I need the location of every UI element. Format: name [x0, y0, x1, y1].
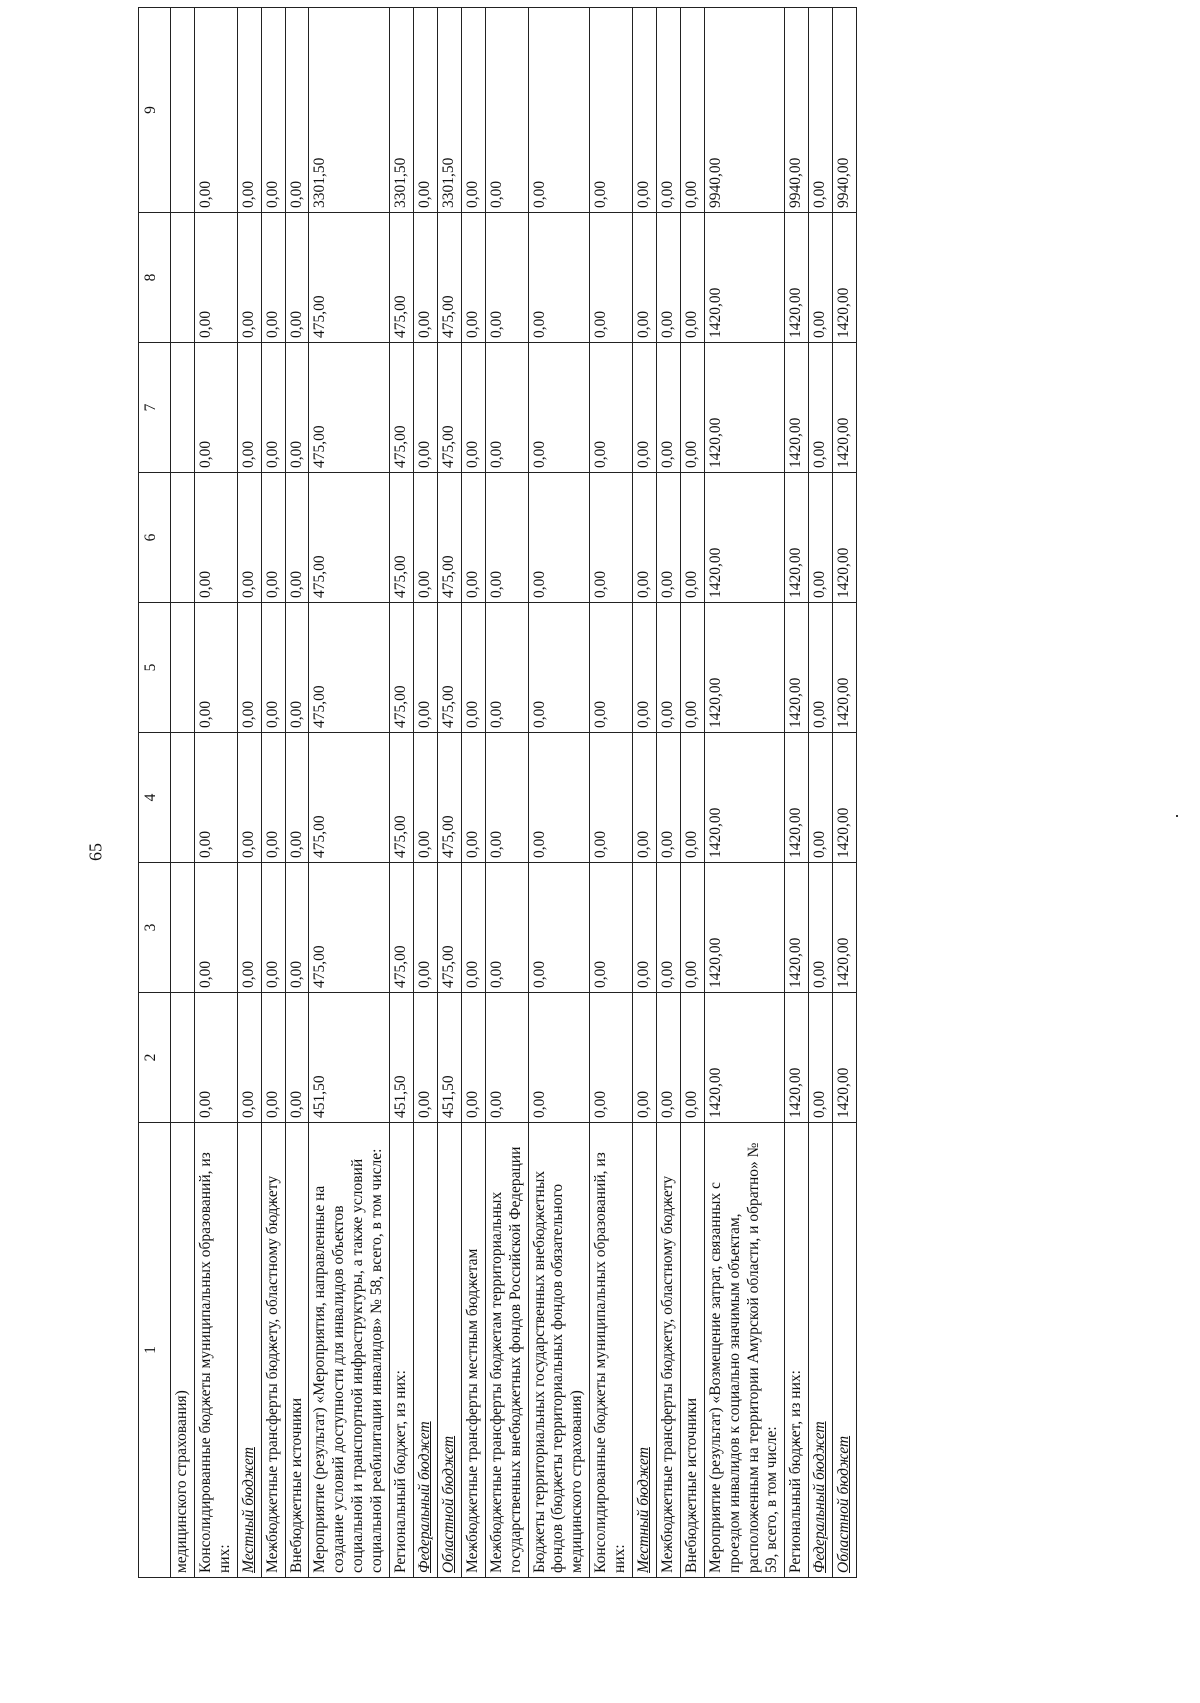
value-cell: 1420,00	[704, 343, 785, 473]
value-cell: 0,00	[413, 343, 437, 473]
value-cell: 0,00	[413, 473, 437, 603]
value-cell: 0,00	[680, 993, 704, 1123]
value-cell	[171, 863, 195, 993]
value-cell: 475,00	[437, 603, 461, 733]
value-cell: 0,00	[285, 473, 309, 603]
value-cell: 0,00	[680, 213, 704, 343]
value-cell: 0,00	[485, 473, 528, 603]
value-cell: 1420,00	[833, 863, 857, 993]
value-cell: 0,00	[656, 343, 680, 473]
value-cell: 0,00	[261, 473, 285, 603]
table-row	[809, 8, 833, 1578]
row-label: Бюджеты территориальных государственных внебюджетных фондов (бюджеты территориальных фондов обязательного медицинского страхования)	[528, 1123, 590, 1578]
value-cell: 0,00	[633, 213, 657, 343]
value-cell: 451,50	[390, 993, 414, 1123]
value-cell: 0,00	[656, 733, 680, 863]
table-row	[413, 8, 437, 1578]
value-cell: 3301,50	[437, 8, 461, 213]
value-cell: 0,00	[261, 343, 285, 473]
value-cell: 0,00	[485, 8, 528, 213]
value-cell: 1420,00	[785, 733, 809, 863]
value-cell: 1420,00	[833, 733, 857, 863]
value-cell: 475,00	[309, 863, 390, 993]
value-cell: 475,00	[390, 343, 414, 473]
value-cell: 1420,00	[704, 733, 785, 863]
table-row	[680, 8, 704, 1578]
value-cell: 0,00	[194, 473, 237, 603]
value-cell: 1420,00	[785, 863, 809, 993]
column-number-header: 3	[139, 863, 171, 993]
value-cell: 0,00	[485, 213, 528, 343]
value-cell: 0,00	[194, 603, 237, 733]
rotated-table-container	[138, 8, 1068, 1578]
column-number-header: 8	[139, 213, 171, 343]
value-cell: 9940,00	[704, 8, 785, 213]
value-cell: 1420,00	[785, 213, 809, 343]
value-cell: 0,00	[461, 993, 485, 1123]
value-cell: 475,00	[390, 473, 414, 603]
value-cell: 475,00	[437, 473, 461, 603]
value-cell: 0,00	[528, 733, 590, 863]
value-cell: 1420,00	[833, 473, 857, 603]
value-cell: 0,00	[194, 863, 237, 993]
value-cell: 475,00	[309, 603, 390, 733]
value-cell: 0,00	[528, 603, 590, 733]
value-cell: 0,00	[261, 733, 285, 863]
value-cell: 0,00	[461, 863, 485, 993]
value-cell: 0,00	[590, 863, 633, 993]
value-cell: 1420,00	[704, 473, 785, 603]
table-row	[704, 8, 785, 1578]
row-label: Консолидированные бюджеты муниципальных образований, из них:	[590, 1123, 633, 1578]
row-label: Региональный бюджет, из них:	[390, 1123, 414, 1578]
value-cell: 1420,00	[785, 993, 809, 1123]
value-cell: 0,00	[461, 8, 485, 213]
value-cell: 0,00	[485, 733, 528, 863]
row-label: Местный бюджет	[633, 1123, 657, 1578]
value-cell: 0,00	[656, 473, 680, 603]
value-cell: 0,00	[656, 603, 680, 733]
value-cell: 475,00	[309, 733, 390, 863]
value-cell: 0,00	[656, 863, 680, 993]
table-row	[390, 8, 414, 1578]
value-cell: 0,00	[680, 8, 704, 213]
value-cell: 9940,00	[785, 8, 809, 213]
value-cell: 0,00	[590, 343, 633, 473]
value-cell	[171, 213, 195, 343]
column-number-header: 1	[139, 1123, 171, 1578]
value-cell: 0,00	[237, 863, 261, 993]
row-label: медицинского страхования)	[171, 1123, 195, 1578]
table-row	[437, 8, 461, 1578]
value-cell: 0,00	[285, 343, 309, 473]
value-cell: 475,00	[390, 863, 414, 993]
value-cell: 0,00	[809, 603, 833, 733]
value-cell: 0,00	[237, 993, 261, 1123]
value-cell: 0,00	[590, 603, 633, 733]
value-cell: 0,00	[528, 213, 590, 343]
value-cell: 0,00	[633, 8, 657, 213]
table-row	[485, 8, 528, 1578]
column-number-header: 4	[139, 733, 171, 863]
value-cell: 3301,50	[309, 8, 390, 213]
value-cell: 0,00	[461, 733, 485, 863]
value-cell: 0,00	[680, 733, 704, 863]
value-cell: 0,00	[237, 733, 261, 863]
table-row	[237, 8, 261, 1578]
value-cell: 0,00	[413, 603, 437, 733]
value-cell	[171, 473, 195, 603]
row-label: Областной бюджет	[437, 1123, 461, 1578]
value-cell: 475,00	[437, 733, 461, 863]
value-cell: 0,00	[590, 993, 633, 1123]
table-row	[633, 8, 657, 1578]
value-cell: 0,00	[237, 8, 261, 213]
row-label: Областной бюджет	[833, 1123, 857, 1578]
value-cell: 0,00	[809, 733, 833, 863]
value-cell: 475,00	[309, 473, 390, 603]
value-cell: 0,00	[194, 343, 237, 473]
value-cell: 0,00	[809, 343, 833, 473]
value-cell: 0,00	[680, 603, 704, 733]
value-cell	[171, 733, 195, 863]
value-cell: 0,00	[809, 473, 833, 603]
column-number-header: 6	[139, 473, 171, 603]
value-cell	[171, 343, 195, 473]
value-cell: 0,00	[528, 863, 590, 993]
value-cell: 0,00	[237, 603, 261, 733]
value-cell: 0,00	[285, 8, 309, 213]
row-label: Региональный бюджет, из них:	[785, 1123, 809, 1578]
value-cell: 451,50	[309, 993, 390, 1123]
value-cell: 475,00	[309, 213, 390, 343]
value-cell: 0,00	[633, 343, 657, 473]
value-cell: 0,00	[680, 863, 704, 993]
page-number: 65	[85, 843, 106, 861]
column-number-header: 7	[139, 343, 171, 473]
value-cell: 0,00	[194, 993, 237, 1123]
value-cell: 0,00	[413, 733, 437, 863]
table-row	[590, 8, 633, 1578]
table-row	[528, 8, 590, 1578]
value-cell: 0,00	[809, 213, 833, 343]
value-cell: 0,00	[633, 473, 657, 603]
value-cell: 475,00	[437, 343, 461, 473]
value-cell: 1420,00	[833, 603, 857, 733]
table-row	[461, 8, 485, 1578]
row-label: Межбюджетные трансферты местным бюджетам	[461, 1123, 485, 1578]
table-row	[309, 8, 390, 1578]
value-cell: 0,00	[261, 8, 285, 213]
value-cell: 0,00	[413, 213, 437, 343]
row-label: Федеральный бюджет	[809, 1123, 833, 1578]
value-cell: 0,00	[528, 473, 590, 603]
value-cell: 0,00	[413, 8, 437, 213]
budget-table	[138, 7, 857, 1578]
value-cell: 0,00	[633, 733, 657, 863]
value-cell: 1420,00	[704, 863, 785, 993]
value-cell: 1420,00	[785, 473, 809, 603]
value-cell: 0,00	[413, 863, 437, 993]
value-cell: 0,00	[590, 213, 633, 343]
value-cell: 0,00	[809, 993, 833, 1123]
value-cell: 0,00	[285, 863, 309, 993]
row-label: Местный бюджет	[237, 1123, 261, 1578]
value-cell: 0,00	[461, 213, 485, 343]
column-number-row	[139, 8, 171, 1578]
value-cell: 0,00	[237, 343, 261, 473]
value-cell: 0,00	[528, 8, 590, 213]
value-cell	[171, 993, 195, 1123]
value-cell: 0,00	[633, 863, 657, 993]
value-cell: 0,00	[285, 603, 309, 733]
value-cell: 1420,00	[833, 343, 857, 473]
value-cell: 0,00	[194, 8, 237, 213]
value-cell: 0,00	[194, 213, 237, 343]
row-label: Внебюджетные источники	[285, 1123, 309, 1578]
value-cell: 0,00	[461, 603, 485, 733]
value-cell: 0,00	[461, 343, 485, 473]
value-cell: 0,00	[809, 863, 833, 993]
table-row	[285, 8, 309, 1578]
value-cell: 1420,00	[704, 213, 785, 343]
value-cell: 475,00	[437, 213, 461, 343]
row-label: Внебюджетные источники	[680, 1123, 704, 1578]
value-cell: 0,00	[680, 343, 704, 473]
row-label: Мероприятие (результат) «Возмещение затрат, связанных с проездом инвалидов к социально значимым объектам, расположенным на территории Амурской области, и обратно» № 59, всего, в том числе:	[704, 1123, 785, 1578]
value-cell: 0,00	[413, 993, 437, 1123]
value-cell: 0,00	[633, 993, 657, 1123]
table-row	[171, 8, 195, 1578]
row-label: Межбюджетные трансферты бюджетам территориальных государственных внебюджетных фондов Российской Федерации	[485, 1123, 528, 1578]
table-row	[194, 8, 237, 1578]
table-row	[261, 8, 285, 1578]
value-cell: 0,00	[809, 8, 833, 213]
value-cell: 475,00	[390, 213, 414, 343]
value-cell: 0,00	[261, 863, 285, 993]
value-cell	[171, 603, 195, 733]
value-cell: 0,00	[285, 993, 309, 1123]
value-cell: 1420,00	[833, 993, 857, 1123]
value-cell: 475,00	[390, 603, 414, 733]
value-cell: 0,00	[590, 473, 633, 603]
value-cell: 0,00	[528, 993, 590, 1123]
value-cell: 0,00	[656, 8, 680, 213]
value-cell: 0,00	[261, 213, 285, 343]
column-number-header: 9	[139, 8, 171, 213]
value-cell: 0,00	[590, 733, 633, 863]
value-cell: 0,00	[485, 993, 528, 1123]
table-row	[656, 8, 680, 1578]
row-label: Консолидированные бюджеты муниципальных образований, из них:	[194, 1123, 237, 1578]
value-cell: 0,00	[633, 603, 657, 733]
value-cell: 1420,00	[704, 603, 785, 733]
value-cell: 451,50	[437, 993, 461, 1123]
value-cell: 0,00	[461, 473, 485, 603]
value-cell: 0,00	[237, 473, 261, 603]
row-label: Мероприятие (результат) «Мероприятия, направленные на создание условий доступности для инвалидов объектов социальной и транспортной инфраструктуры, а также условий социальной реабилитации инвалидов» № 58, всего, в том числе:	[309, 1123, 390, 1578]
value-cell: 475,00	[437, 863, 461, 993]
value-cell: 1420,00	[785, 603, 809, 733]
value-cell	[171, 8, 195, 213]
value-cell: 0,00	[528, 343, 590, 473]
value-cell: 1420,00	[785, 343, 809, 473]
value-cell: 0,00	[261, 603, 285, 733]
value-cell: 0,00	[590, 8, 633, 213]
row-label: Межбюджетные трансферты бюджету, областному бюджету	[261, 1123, 285, 1578]
value-cell: 1420,00	[704, 993, 785, 1123]
value-cell: 0,00	[485, 343, 528, 473]
column-number-header: 5	[139, 603, 171, 733]
value-cell: 0,00	[285, 733, 309, 863]
value-cell: 0,00	[656, 993, 680, 1123]
value-cell: 475,00	[309, 343, 390, 473]
value-cell: 0,00	[485, 603, 528, 733]
value-cell: 475,00	[390, 733, 414, 863]
table-body	[139, 8, 857, 1578]
value-cell: 0,00	[237, 213, 261, 343]
value-cell: 0,00	[680, 473, 704, 603]
value-cell: 1420,00	[833, 213, 857, 343]
value-cell: 3301,50	[390, 8, 414, 213]
row-label: Межбюджетные трансферты бюджету, областному бюджету	[656, 1123, 680, 1578]
value-cell: 0,00	[194, 733, 237, 863]
table-row	[785, 8, 809, 1578]
column-number-header: 2	[139, 993, 171, 1123]
value-cell: 0,00	[285, 213, 309, 343]
table-row	[833, 8, 857, 1578]
scan-speck	[1176, 815, 1178, 817]
value-cell: 9940,00	[833, 8, 857, 213]
value-cell: 0,00	[656, 213, 680, 343]
value-cell: 0,00	[485, 863, 528, 993]
value-cell: 0,00	[261, 993, 285, 1123]
row-label: Федеральный бюджет	[413, 1123, 437, 1578]
